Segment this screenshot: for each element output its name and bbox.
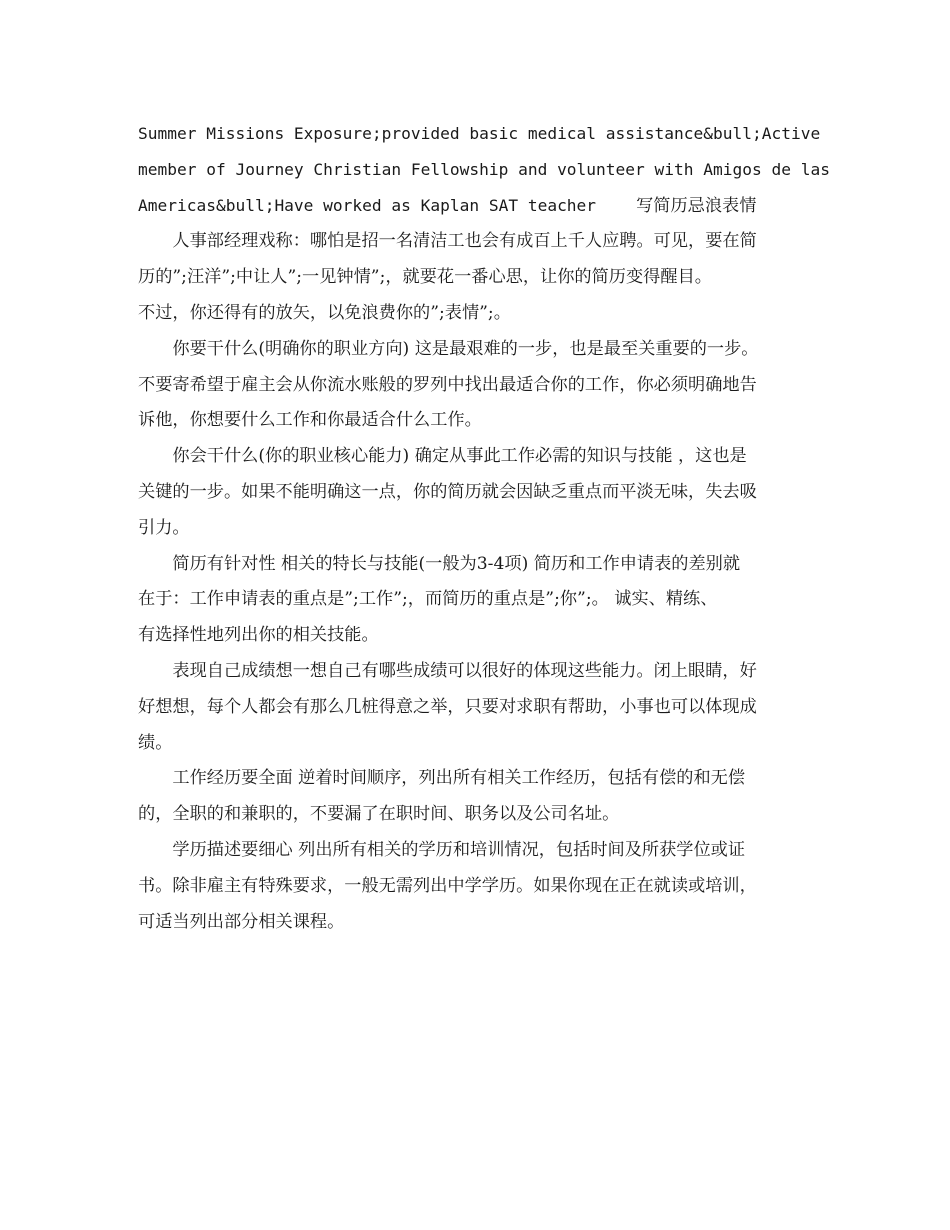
- paragraph-line: 绩。: [138, 732, 173, 753]
- paragraph-achievements: [138, 654, 828, 761]
- paragraph-education: [138, 833, 828, 940]
- paragraph-line: 你要干什么(明确你的职业方向) 这是最艰难的一步，也是最至关重要的一步。: [172, 338, 759, 359]
- paragraph-line: 简历有针对性 相关的特长与技能(一般为3-4项) 简历和工作申请表的差别就: [172, 553, 741, 574]
- paragraph-line: 的，全职的和兼职的，不要漏了在职时间、职务以及公司名址。: [138, 804, 620, 825]
- paragraph-line: 关键的一步。如果不能明确这一点，你的简历就会因缺乏重点而平淡无味，失去吸: [138, 481, 757, 502]
- english-intro-text: [138, 116, 828, 224]
- paragraph-line: 引力。: [138, 517, 190, 538]
- paragraph-line: 不要寄希望于雇主会从你流水账般的罗列中找出最适合你的工作，你必须明确地告: [138, 374, 757, 395]
- paragraph-line: 诉他，你想要什么工作和你最适合什么工作。: [138, 410, 482, 431]
- paragraph-line: 有选择性地列出你的相关技能。: [138, 625, 379, 646]
- paragraph-work-experience: [138, 761, 828, 833]
- paragraph-line: 工作经历要全面 逆着时间顺序，列出所有相关工作经历，包括有偿的和无偿: [172, 768, 746, 789]
- section-heading: 写简历忌浪表情: [636, 195, 757, 216]
- intro-line-text: Americas&bull;Have worked as Kaplan SAT teacher: [138, 195, 597, 215]
- paragraph-line: 人事部经理戏称：哪怕是招一名清洁工也会有成百上千人应聘。可见，要在简: [172, 231, 757, 252]
- document-page: [138, 116, 828, 940]
- paragraph-line: 表现自己成绩想一想自己有哪些成绩可以很好的体现这些能力。闭上眼睛，好: [172, 660, 757, 681]
- paragraph-line: 好想想，每个人都会有那么几桩得意之举，只要对求职有帮助，小事也可以体现成: [138, 696, 757, 717]
- paragraph-line: 你会干什么(你的职业核心能力) 确定从事此工作必需的知识与技能 ，这也是: [172, 446, 747, 467]
- paragraph-core-ability: [138, 439, 828, 546]
- paragraph-career-direction: [138, 332, 828, 439]
- paragraph-line: 书。除非雇主有特殊要求，一般无需列出中学学历。如果你现在正在就读或培训，: [138, 875, 757, 896]
- intro-line: member of Journey Christian Fellowship and volunteer with Amigos de las: [138, 159, 830, 179]
- paragraph-targeted-resume: [138, 547, 828, 654]
- intro-line: Summer Missions Exposure;provided basic medical assistance&bull;Active: [138, 124, 821, 143]
- intro-line-last: [138, 188, 828, 225]
- paragraph-line: 历的”;汪洋”;中让人”;一见钟情”;，就要花一番心思，让你的简历变得醒目。: [138, 267, 712, 288]
- paragraph-line: 在于：工作申请表的重点是”;工作”;，而简历的重点是”;你”;。 诚实、精练、: [138, 589, 718, 610]
- paragraph-line: 可适当列出部分相关课程。: [138, 911, 345, 932]
- paragraph-line: 学历描述要细心 列出所有相关的学历和培训情况，包括时间及所获学位或证: [172, 839, 746, 860]
- paragraph-hr-manager: [138, 224, 828, 331]
- paragraph-line: 不过，你还得有的放矢，以免浪费你的”;表情”;。: [138, 302, 511, 323]
